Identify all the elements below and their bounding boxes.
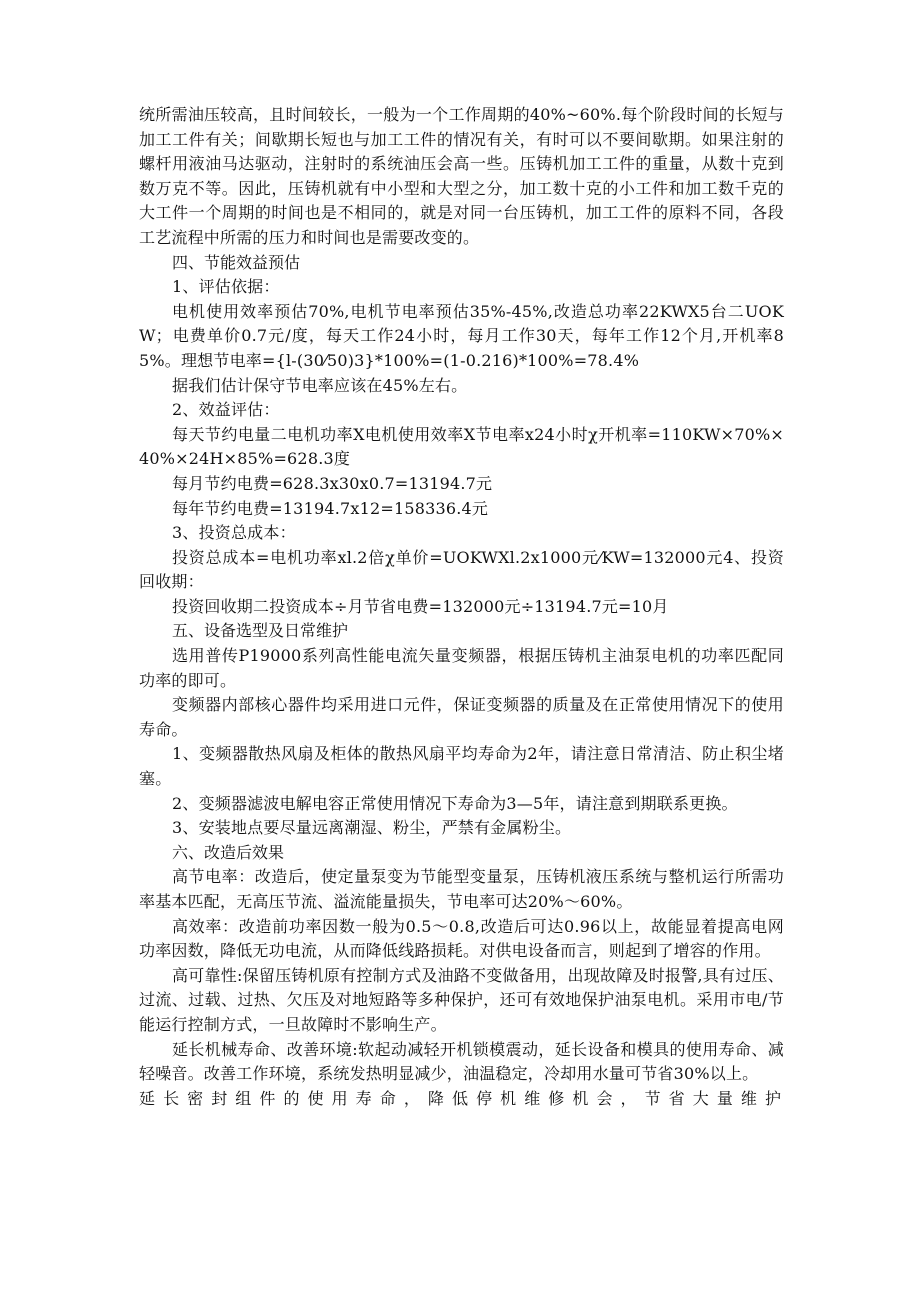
subheading-benefit-evaluation: 2、效益评估：: [172, 400, 280, 420]
subheading-evaluation-basis: 1、评估依据：: [172, 277, 280, 297]
paragraph-conservative-rate: 据我们估计保守节电率应该在45%左右。: [172, 375, 468, 395]
paragraph-high-reliability: 高可靠性:保留压铸机原有控制方式及油路不变做备用，出现故障及时报警,具有过压、过流、过载、过热、欠压及对地短路等多种保护，还可有效地保护油泵电机。采用市电/节能运行控制方式，一旦故障时不影响生产。: [139, 965, 784, 1034]
section-heading-equipment: 五、设备选型及日常维护: [172, 621, 349, 641]
section-heading-energy-benefit: 四、节能效益预估: [172, 252, 301, 272]
paragraph-motor-efficiency: 电机使用效率预估70%,电机节电率预估35%-45%,改造总功率22KWX5台二UOKW；电费单价0.7元/度，每天工作24小时，每月工作30天，每年工作12个月,开机率85%。理想节电率={l-(30⁄50)3}*100%=(1-0.216)*100%=78.4%: [139, 301, 784, 370]
paragraph-investment-cost: 投资总成本=电机功率xl.2倍χ单价=UOKWXl.2x1000元⁄KW=132000元4、投资回收期：: [139, 547, 784, 592]
subheading-total-investment: 3、投资总成本：: [172, 523, 296, 543]
paragraph-seal-lifetime: 延长密封组件的使用寿命，降低停机维修机会，节省大量维护: [139, 1088, 784, 1108]
paragraph-installation-site: 3、安装地点要尽量远离潮湿、粉尘，严禁有金属粉尘。: [172, 818, 572, 838]
paragraph-inverter-selection: 选用普传P19000系列高性能电流矢量变频器，根据压铸机主油泵电机的功率匹配同功率的即可。: [139, 646, 784, 690]
paragraph-capacitor-lifetime: 2、变频器滤波电解电容正常使用情况下寿命为3—5年，请注意到期联系更换。: [172, 793, 738, 813]
paragraph-continued-text: 统所需油压较高，且时间较长，一般为一个工作周期的40%~60%.每个阶段时间的长短与加工工件有关；间歇期长短也与加工工件的情况有关，有时可以不要间歇期。如果注射的螺杆用液油马达驱动，注射时的系统油压会高一些。压铸机加工工件的重量，从数十克到数万克不等。因此，压铸机就有中小型和大型之分，加工数十克的小工件和加工数千克的大工件一个周期的时间也是不相同的，就是对同一台压铸机，加工工件的原料不同，各段工艺流程中所需的压力和时间也是需要改变的。: [139, 105, 784, 247]
paragraph-high-saving-rate: 高节电率：改造后，使定量泵变为节能型变量泵，压铸机液压系统与整机运行所需功率基本匹配，无高压节流、溢流能量损失，节电率可达20%～60%。: [139, 867, 784, 911]
paragraph-monthly-savings: 每月节约电费=628.3x30x0.7=13194.7元: [172, 473, 493, 493]
paragraph-yearly-savings: 每年节约电费=13194.7x12=158336.4元: [172, 498, 489, 518]
paragraph-daily-savings: 每天节约电量二电机功率X电机使用效率X节电率x24小时χ开机率=110KW×70%×40%×24H×85%=628.3度: [139, 424, 784, 469]
document-body: [139, 103, 784, 1111]
paragraph-fan-lifetime: 1、变频器散热风扇及柜体的散热风扇平均寿命为2年，请注意日常清洁、防止积尘堵塞。: [139, 744, 784, 789]
paragraph-extended-lifetime: 延长机械寿命、改善环境:软起动减轻开机锁模震动，延长设备和模具的使用寿命、减轻噪音。改善工作环境，系统发热明显减少，油温稳定，冷却用水量可节省30%以上。: [139, 1039, 784, 1084]
paragraph-payback-period: 投资回收期二投资成本÷月节省电费=132000元÷13194.7元=10月: [172, 596, 669, 616]
paragraph-core-components: 变频器内部核心器件均采用进口元件，保证变频器的质量及在正常使用情况下的使用寿命。: [139, 695, 784, 739]
section-heading-effects: 六、改造后效果: [172, 842, 285, 862]
paragraph-high-efficiency: 高效率：改造前功率因数一般为0.5～0.8,改造后可达0.96以上，故能显着提高电网功率因数，降低无功电流，从而降低线路损耗。对供电设备而言，则起到了增容的作用。: [139, 916, 784, 961]
